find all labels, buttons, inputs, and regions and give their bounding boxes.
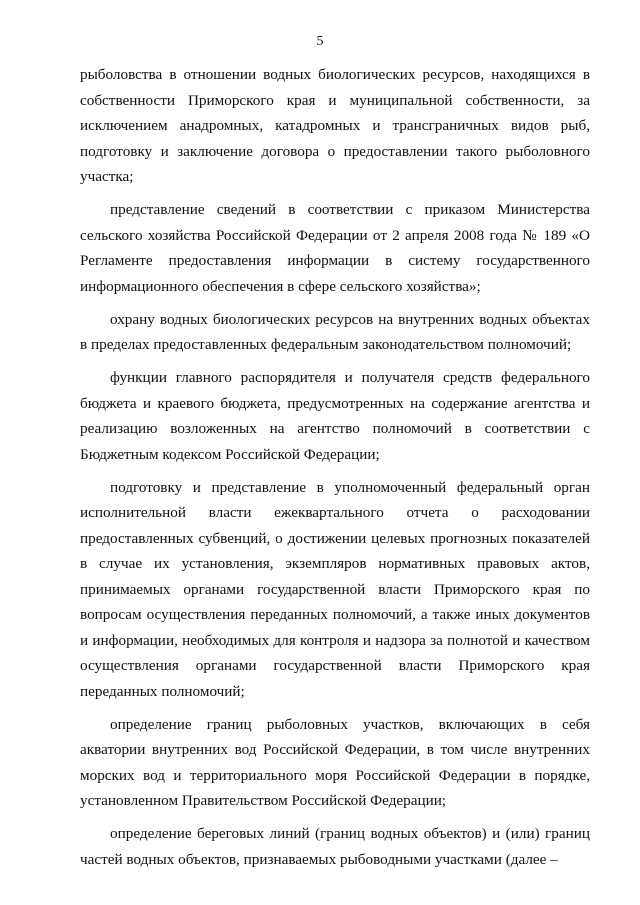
paragraph-bio-resources-protection: охрану водных биологических ресурсов на внутренних водных объектах в пределах предоставленных федеральным законодательством полномочий; (80, 310, 590, 353)
paragraph-budget-functions: функции главного распорядителя и получателя средств федерального бюджета и краевого бюджета, предусмотренных на содержание агентства и реализацию возложенных на агентство полномочий в соответствии с Бюджетным кодексом Российской Федерации; (80, 369, 590, 463)
paragraph-continuation: рыболовства в отношении водных биологических ресурсов, находящихся в собственности Приморского края и муниципальной собственности, за исключением анадромных, катадромных и трансграничных видов рыб, подготовку и заключение договора о предоставлении такого рыболовного участка; (80, 66, 590, 185)
document-body (80, 62, 590, 880)
paragraph-quarterly-report: подготовку и представление в уполномоченный федеральный орган исполнительной власти ежеквартального отчета о расходовании предоставленных субвенций, о достижении целевых прогнозных показателей в случае их установления, экземпляров нормативных правовых актов, принимаемых органами государственной власти Приморского края по вопросам осуществления переданных полномочий, а также иных документов и информации, необходимых для контроля и надзора за полнотой и качеством осуществления органами государственной власти Приморского края переданных полномочий; (80, 478, 590, 700)
paragraph-fishing-areas-boundaries: определение границ рыболовных участков, включающих в себя акватории внутренних вод Российской Федерации, в том числе внутренних морских вод и территориального моря Российской Федерации в порядке, установленном Правительством Российской Федерации; (80, 715, 590, 809)
paragraph-coastlines: определение береговых линий (границ водных объектов) и (или) границ частей водных объектов, признаваемых рыбоводными участками (далее – (80, 825, 590, 868)
page-number: 5 (316, 34, 324, 49)
paragraph-info-submission: представление сведений в соответствии с приказом Министерства сельского хозяйства Российской Федерации от 2 апреля 2008 года № 189 «О Регламенте предоставления информации в систему государственного информационного обеспечения в сфере сельского хозяйства»; (80, 201, 590, 295)
